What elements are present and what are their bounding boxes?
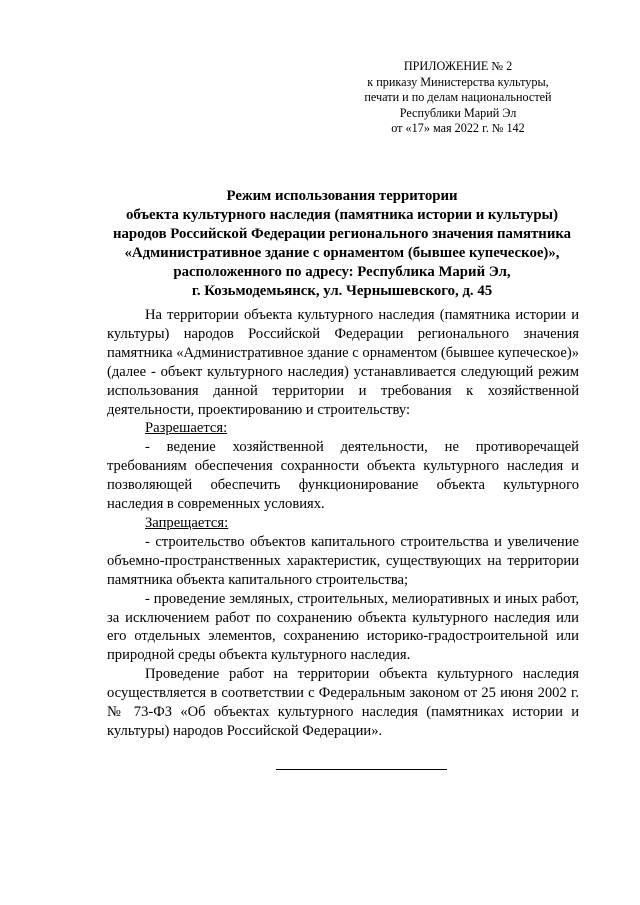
title-line: г. Козьмодемьянск, ул. Чернышевского, д. 45	[191, 282, 493, 299]
order-date-number: от «17» мая 2022 г. № 142	[391, 121, 525, 135]
forbidden-item: - строительство объектов капитального строительства и увеличение объемно-пространственных характеристик, существующих на территории памятника объекта капитального строительства;	[107, 533, 579, 588]
allowed-item: - ведение хозяйственной деятельности, не противоречащей требованиям обеспечения сохранности объекта культурного наследия и позволяющей обеспечить функционирование объекта культурного наследия в современных условиях.	[107, 439, 579, 513]
republic-line: Республики Марий Эл	[399, 105, 517, 120]
title-line: Режим использования территории	[226, 188, 458, 204]
document-body	[107, 306, 579, 741]
appendix-header	[343, 59, 573, 137]
order-reference-line: к приказу Министерства культуры,	[367, 74, 549, 89]
ministry-line: печати и по делам национальностей	[364, 90, 552, 104]
forbidden-item: - проведение земляных, строительных, мелиоративных и иных работ, за исключением работ по сохранению объекта культурного наследия или его отдельных элементов, сохранению историко-градостроительной или природной среды объекта культурного наследия.	[107, 590, 579, 664]
title-line: народов Российской Федерации регионального значения памятника	[112, 225, 572, 242]
intro-paragraph: На территории объекта культурного наследия (памятника истории и культуры) народов Российской Федерации регионального значения памятника «Административное здание с орнаментом (бывшее купеческое)» (далее - объект культурного наследия) устанавливается следующий режим использования данной территории и требования к хозяйственной деятельности, проектированию и строительству:	[107, 307, 579, 418]
appendix-number: ПРИЛОЖЕНИЕ № 2	[403, 59, 513, 73]
allowed-heading-wrap	[107, 419, 579, 438]
allowed-heading: Разрешается:	[145, 420, 228, 437]
forbidden-heading-wrap	[107, 514, 579, 533]
signature-line	[276, 769, 447, 770]
document-title	[102, 187, 582, 300]
closing-paragraph: Проведение работ на территории объекта культурного наследия осуществляется в соответствии с Федеральным законом от 25 июня 2002 г. № 73-ФЗ «Об объектах культурного наследия (памятниках истории и культуры) народов Российской Федерации».	[107, 666, 579, 739]
title-line: расположенного по адресу: Республика Марий Эл,	[173, 263, 511, 280]
title-line: объекта культурного наследия (памятника истории и культуры)	[125, 206, 559, 223]
title-line: «Административное здание с орнаментом (бывшее купеческое)»,	[124, 244, 560, 261]
forbidden-heading: Запрещается:	[145, 514, 229, 531]
